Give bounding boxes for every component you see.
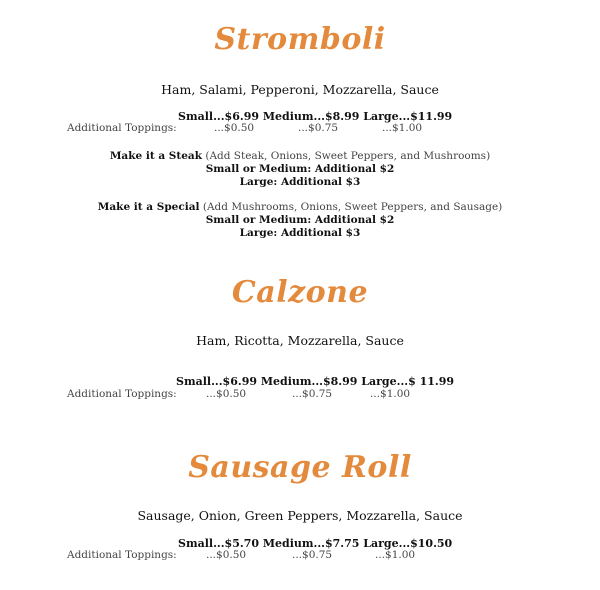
option-steak-note: (Add Steak, Onions, Sweet Peppers, and Mushrooms) [205,150,491,162]
stromboli-additional-large: ...$1.00 [382,122,423,134]
stromboli-size-prices: Small...$6.99 Medium...$8.99 Large...$11.99 [178,110,453,123]
option-special-name: Make it a Special [97,201,200,213]
stromboli-description: Ham, Salami, Pepperoni, Mozzarella, Sauce [161,82,439,97]
sausage-roll-size-prices: Small...$5.70 Medium...$7.75 Large...$10.50 [178,537,453,550]
stromboli-additional-small: ...$0.50 [214,122,255,134]
sausage-roll-additional-medium: ...$0.75 [292,549,333,561]
sausage-roll-additional-small: ...$0.50 [206,549,247,561]
stromboli-additional-medium: ...$0.75 [298,122,339,134]
section-title-calzone: Calzone [231,275,369,310]
calzone-additional-label: Additional Toppings: [67,388,177,400]
calzone-description: Ham, Ricotta, Mozzarella, Sauce [196,333,404,348]
sausage-roll-additional-large: ...$1.00 [375,549,416,561]
sausage-roll-description: Sausage, Onion, Green Peppers, Mozzarella, Sauce [137,508,463,523]
section-title-sausage-roll: Sausage Roll [188,450,412,485]
option-steak-small-medium: Small or Medium: Additional $2 [205,163,395,175]
option-steak-large: Large: Additional $3 [239,176,361,188]
option-special [0,201,600,214]
option-steak-name: Make it a Steak [109,150,202,162]
calzone-additional-large: ...$1.00 [370,388,411,400]
sausage-roll-additional-label: Additional Toppings: [67,549,177,561]
calzone-additional-small: ...$0.50 [206,388,247,400]
calzone-additional-medium: ...$0.75 [292,388,333,400]
section-title-stromboli: Stromboli [214,22,386,57]
option-special-note: (Add Mushrooms, Onions, Sweet Peppers, and Sausage) [202,201,503,213]
option-special-large: Large: Additional $3 [239,227,361,239]
stromboli-additional-label: Additional Toppings: [67,122,177,134]
calzone-size-prices: Small...$6.99 Medium...$8.99 Large...$ 11.99 [176,375,455,388]
option-special-small-medium: Small or Medium: Additional $2 [205,214,395,226]
option-steak [0,150,600,163]
